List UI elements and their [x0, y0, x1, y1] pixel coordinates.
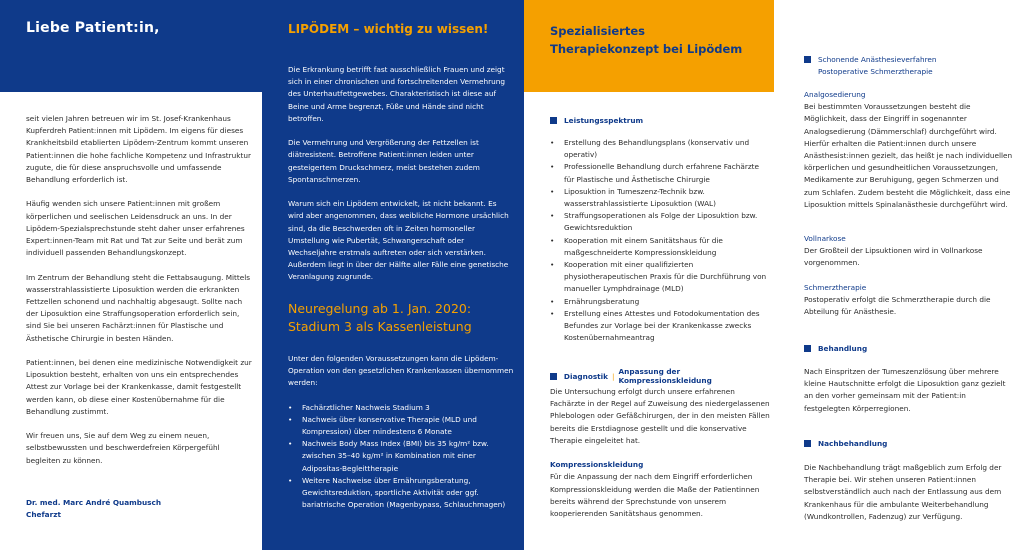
- analgo-heading: Analgosedierung: [804, 90, 866, 99]
- neuregelung-heading-line1: Neuregelung ab 1. Jan. 2020:: [288, 301, 472, 316]
- service-item: • Erstellung eines Attestes und Fotodokumentation des Befundes zur Vorlage bei der Krankenkasse zwecks Kostenübernahmeantrag: [550, 308, 768, 345]
- services-heading-label: Leistungsspektrum: [564, 116, 644, 125]
- welcome-title: Liebe Patient:in,: [26, 20, 160, 36]
- square-bullet-icon: [550, 373, 557, 380]
- compression-heading: Kompressionskleidung: [550, 460, 644, 470]
- schmerz-heading: Schmerztherapie: [804, 283, 867, 292]
- service-item: • Ernährungsberatung: [550, 296, 768, 308]
- welcome-paragraph: Patient:innen, bei denen eine medizinische Notwendigkeit zur Liposuktion besteht, erhalten von uns ein entsprechendes Attest zur Vorlage bei der Krankenkasse, damit festgestellt werden kann, ob diese einer Kostenübernahme für die Behandlung zustimmt.: [26, 358, 252, 416]
- behandlung-heading: [804, 344, 867, 353]
- welcome-paragraph: Wir freuen uns, Sie auf dem Weg zu einem neuen, selbstbewussten und beschwerdefreien Körpergefühl begleiten zu können.: [26, 431, 220, 465]
- vollnarkose-text: Der Großteil der Lipsuktionen wird in Vollnarkose vorgenommen.: [804, 246, 983, 268]
- nachbehandlung-heading-label: Nachbehandlung: [818, 439, 888, 448]
- diagnostik-heading-b: Anpassung der Kompressionskleidung: [618, 367, 712, 385]
- square-bullet-icon: [804, 345, 811, 352]
- signature: [26, 497, 161, 521]
- service-item: • Kooperation mit einer qualifizierten physiotherapeutischen Praxis für die Durchführung von manueller Lymphdrainage (MLD): [550, 259, 768, 296]
- schmerz-block: [804, 282, 1014, 319]
- nachbehandlung-block: [804, 462, 1014, 523]
- nachbehandlung-heading: [804, 439, 887, 448]
- service-item: • Professionelle Behandlung durch erfahrene Fachärzte für Plastische und Ästhetische Chirurgie: [550, 161, 768, 185]
- column-therapiekonzept: [524, 0, 774, 550]
- requirement-item: • Fachärztlicher Nachweis Stadium 3: [288, 402, 514, 414]
- square-bullet-icon: [804, 56, 811, 63]
- heading-separator: |: [612, 371, 615, 381]
- service-item: • Kooperation mit einem Sanitätshaus für die maßgeschneiderte Kompressionskleidung: [550, 235, 768, 259]
- behandlung-block: [804, 366, 1014, 415]
- signature-role: Chefarzt: [26, 510, 61, 520]
- services-block: [550, 137, 768, 344]
- lipoedem-title: LIPÖDEM – wichtig zu wissen!: [288, 22, 489, 36]
- behandlung-text: Nach Einspritzen der Tumeszenzlösung über mehrere kleine Hautschnitte erfolgt die Liposuktion ganz gezielt an den vorher gemeinsam mit der Patient:in festgelegten Körperregionen.: [804, 367, 1006, 413]
- requirements-list: [288, 402, 514, 512]
- requirements-block: [288, 353, 514, 511]
- therapie-title: Spezialisiertes Therapiekonzept bei Lipödem: [550, 24, 743, 56]
- column-welcome: [0, 0, 262, 550]
- service-item: • Erstellung des Behandlungsplans (konservativ und operativ): [550, 137, 768, 161]
- service-item: • Straffungsoperationen als Folge der Liposuktion bzw. Gewichtsreduktion: [550, 210, 768, 234]
- requirements-intro: Unter den folgenden Voraussetzungen kann die Lipödem-Operation von den gesetzlichen Krankenkassen übernommen werden:: [288, 354, 514, 388]
- diagnostik-heading-a: Diagnostik: [563, 371, 609, 381]
- requirement-item: • Nachweis über konservative Therapie (MLD und Kompression) über mindestens 6 Monate: [288, 414, 514, 438]
- column-lipoedem-info: [262, 0, 524, 550]
- lipoedem-paragraph: Die Erkrankung betrifft fast ausschließlich Frauen und zeigt sich in einer chronischen und fortschreitenden Vermehrung des Unterhautfettgewebes. Charakteristisch ist diese auf Beine und Arme begrenzt, Füße und Hände sind nicht betroffen.: [288, 65, 505, 123]
- nachbehandlung-text: Die Nachbehandlung trägt maßgeblich zum Erfolg der Therapie bei. Wir stehen unseren Patient:innen selbstverständlich auch nach der Entlassung aus dem Krankenhaus für die ambulante Weiterbehandlung (Wundkontrollen, Fadenzug) zur Verfügung.: [804, 463, 1002, 521]
- services-list: [550, 137, 768, 344]
- lipoedem-text: [288, 64, 514, 296]
- welcome-text: [26, 113, 252, 479]
- lipoedem-paragraph: Die Vermehrung und Vergrößerung der Fettzellen ist diätresistent. Betroffene Patient:innen leiden unter gesteigertem Druckschmerz, meist bestehen zudem Spontanschmerzen.: [288, 138, 480, 184]
- welcome-paragraph: Häufig wenden sich unsere Patient:innen mit großem körperlichen und seelischen Leidensdruck an uns. In der Lipödem-Spezialsprechstunde steht daher unser erfahrenes Expert:innen-Team mit Rat und Tat zur Seite und berät zum individuell passenden Behandlungskonzept.: [26, 199, 245, 258]
- signature-name: Dr. med. Marc André Quambusch: [26, 498, 162, 507]
- behandlung-heading-label: Behandlung: [818, 344, 868, 353]
- welcome-header-band: [0, 0, 262, 92]
- lipoedem-paragraph: Warum sich ein Lipödem entwickelt, ist nicht bekannt. Es wird aber angenommen, dass weibliche Hormone ursächlich sind, da die Beschwerden oft in Zeiten hormoneller Umstellung wie Pubertät, Schwangerschaft oder Wechseljahre erstmals auftreten oder sich verstärken. Außerdem liegt in über der Hälfte aller Fälle eine genetische Veranlagung zugrunde.: [288, 199, 509, 282]
- anaesth-heading-line1: Schonende Anästhesieverfahren: [818, 55, 937, 64]
- schmerz-text: Postoperativ erfolgt die Schmerztherapie durch die Abteilung für Anästhesie.: [804, 295, 991, 317]
- diagnostik-block: [550, 386, 770, 520]
- vollnarkose-block: [804, 233, 1014, 270]
- neuregelung-heading: [288, 300, 472, 336]
- analgo-block: [804, 89, 1014, 211]
- column-anaesthesie: [774, 0, 1024, 550]
- compression-text: Für die Anpassung der nach dem Eingriff erforderlichen Kompressionskleidung werden die Maße der Patientinnen bereits während der Sprechstunde von unserem kooperierenden Sanitätshaus genommen.: [550, 472, 760, 519]
- welcome-paragraph: seit vielen Jahren betreuen wir im St. Josef-Krankenhaus Kupferdreh Patient:innen mit Lipödem. Im eigens für dieses Krankheitsbild etablierten Lipödem-Zentrum kommt unseren Patient:innen die hohe fachliche Kompetenz und Infrastruktur zugute, die für diese anspruchsvolle und umfassende Behandlung erforderlich ist.: [26, 114, 251, 185]
- services-heading: [550, 116, 643, 125]
- vollnarkose-heading: Vollnarkose: [804, 234, 846, 243]
- welcome-paragraph: Im Zentrum der Behandlung steht die Fettabsaugung. Mittels wasserstrahlassistierte Liposuktion werden die erkrankten Fettzellen schonend und nachhaltig abgesaugt. Sollte nach der Liposuktion eine Straffungsoperation erforderlich sein, sind Sie bei unseren Fachärzt:innen für Plastische und Ästhetische Chirurgie in besten Händen.: [26, 272, 251, 343]
- therapie-header-band: [524, 0, 774, 92]
- diagnostik-text: Die Untersuchung erfolgt durch unsere erfahrenen Fachärzte in der Regel auf Zuweisung des niedergelassenen Phlebologen oder Gefäßchirurgen, der in den meisten Fällen bereits die Erstdiagnose gestellt und die konservative Therapie eingeleitet hat.: [550, 387, 770, 445]
- diagnostik-heading: [550, 367, 774, 385]
- anaesth-heading-line2: Postoperative Schmerztherapie: [818, 67, 933, 77]
- requirement-item: • Nachweis Body Mass Index (BMI) bis 35 kg/m² bzw. zwischen 35–40 kg/m² in Kombination mit einer Adipositas-Begleittherapie: [288, 438, 514, 475]
- square-bullet-icon: [804, 440, 811, 447]
- square-bullet-icon: [550, 117, 557, 124]
- analgo-text: Bei bestimmten Voraussetzungen besteht die Möglichkeit, dass der Eingriff in sogenannter Analogsedierung (Dämmerschlaf) durchgeführt wird. Hierfür erhalten die Patient:innen durch unsere Anästhesist:innen gezielt, das heißt je nach individuellen körperlichen und gesundheitlichen Voraussetzungen, Medikamente zur Beruhigung, gegen Schmerzen und zum Schlafen. Zudem besteht die Möglichkeit, dass eine Liposuktion mittels Spinalanästhesie durchgeführt wird.: [804, 102, 1013, 209]
- neuregelung-heading-line2: Stadium 3 als Kassenleistung: [288, 319, 472, 334]
- anaesth-heading: [804, 54, 937, 78]
- requirement-item: • Weitere Nachweise über Ernährungsberatung, Gewichtsreduktion, sportliche Aktivität oder ggf. bariatrische Operation (Magenbypass, Schlauchmagen): [288, 475, 514, 512]
- service-item: • Liposuktion in Tumeszenz-Technik bzw. wasserstrahlassistierte Liposuktion (WAL): [550, 186, 768, 210]
